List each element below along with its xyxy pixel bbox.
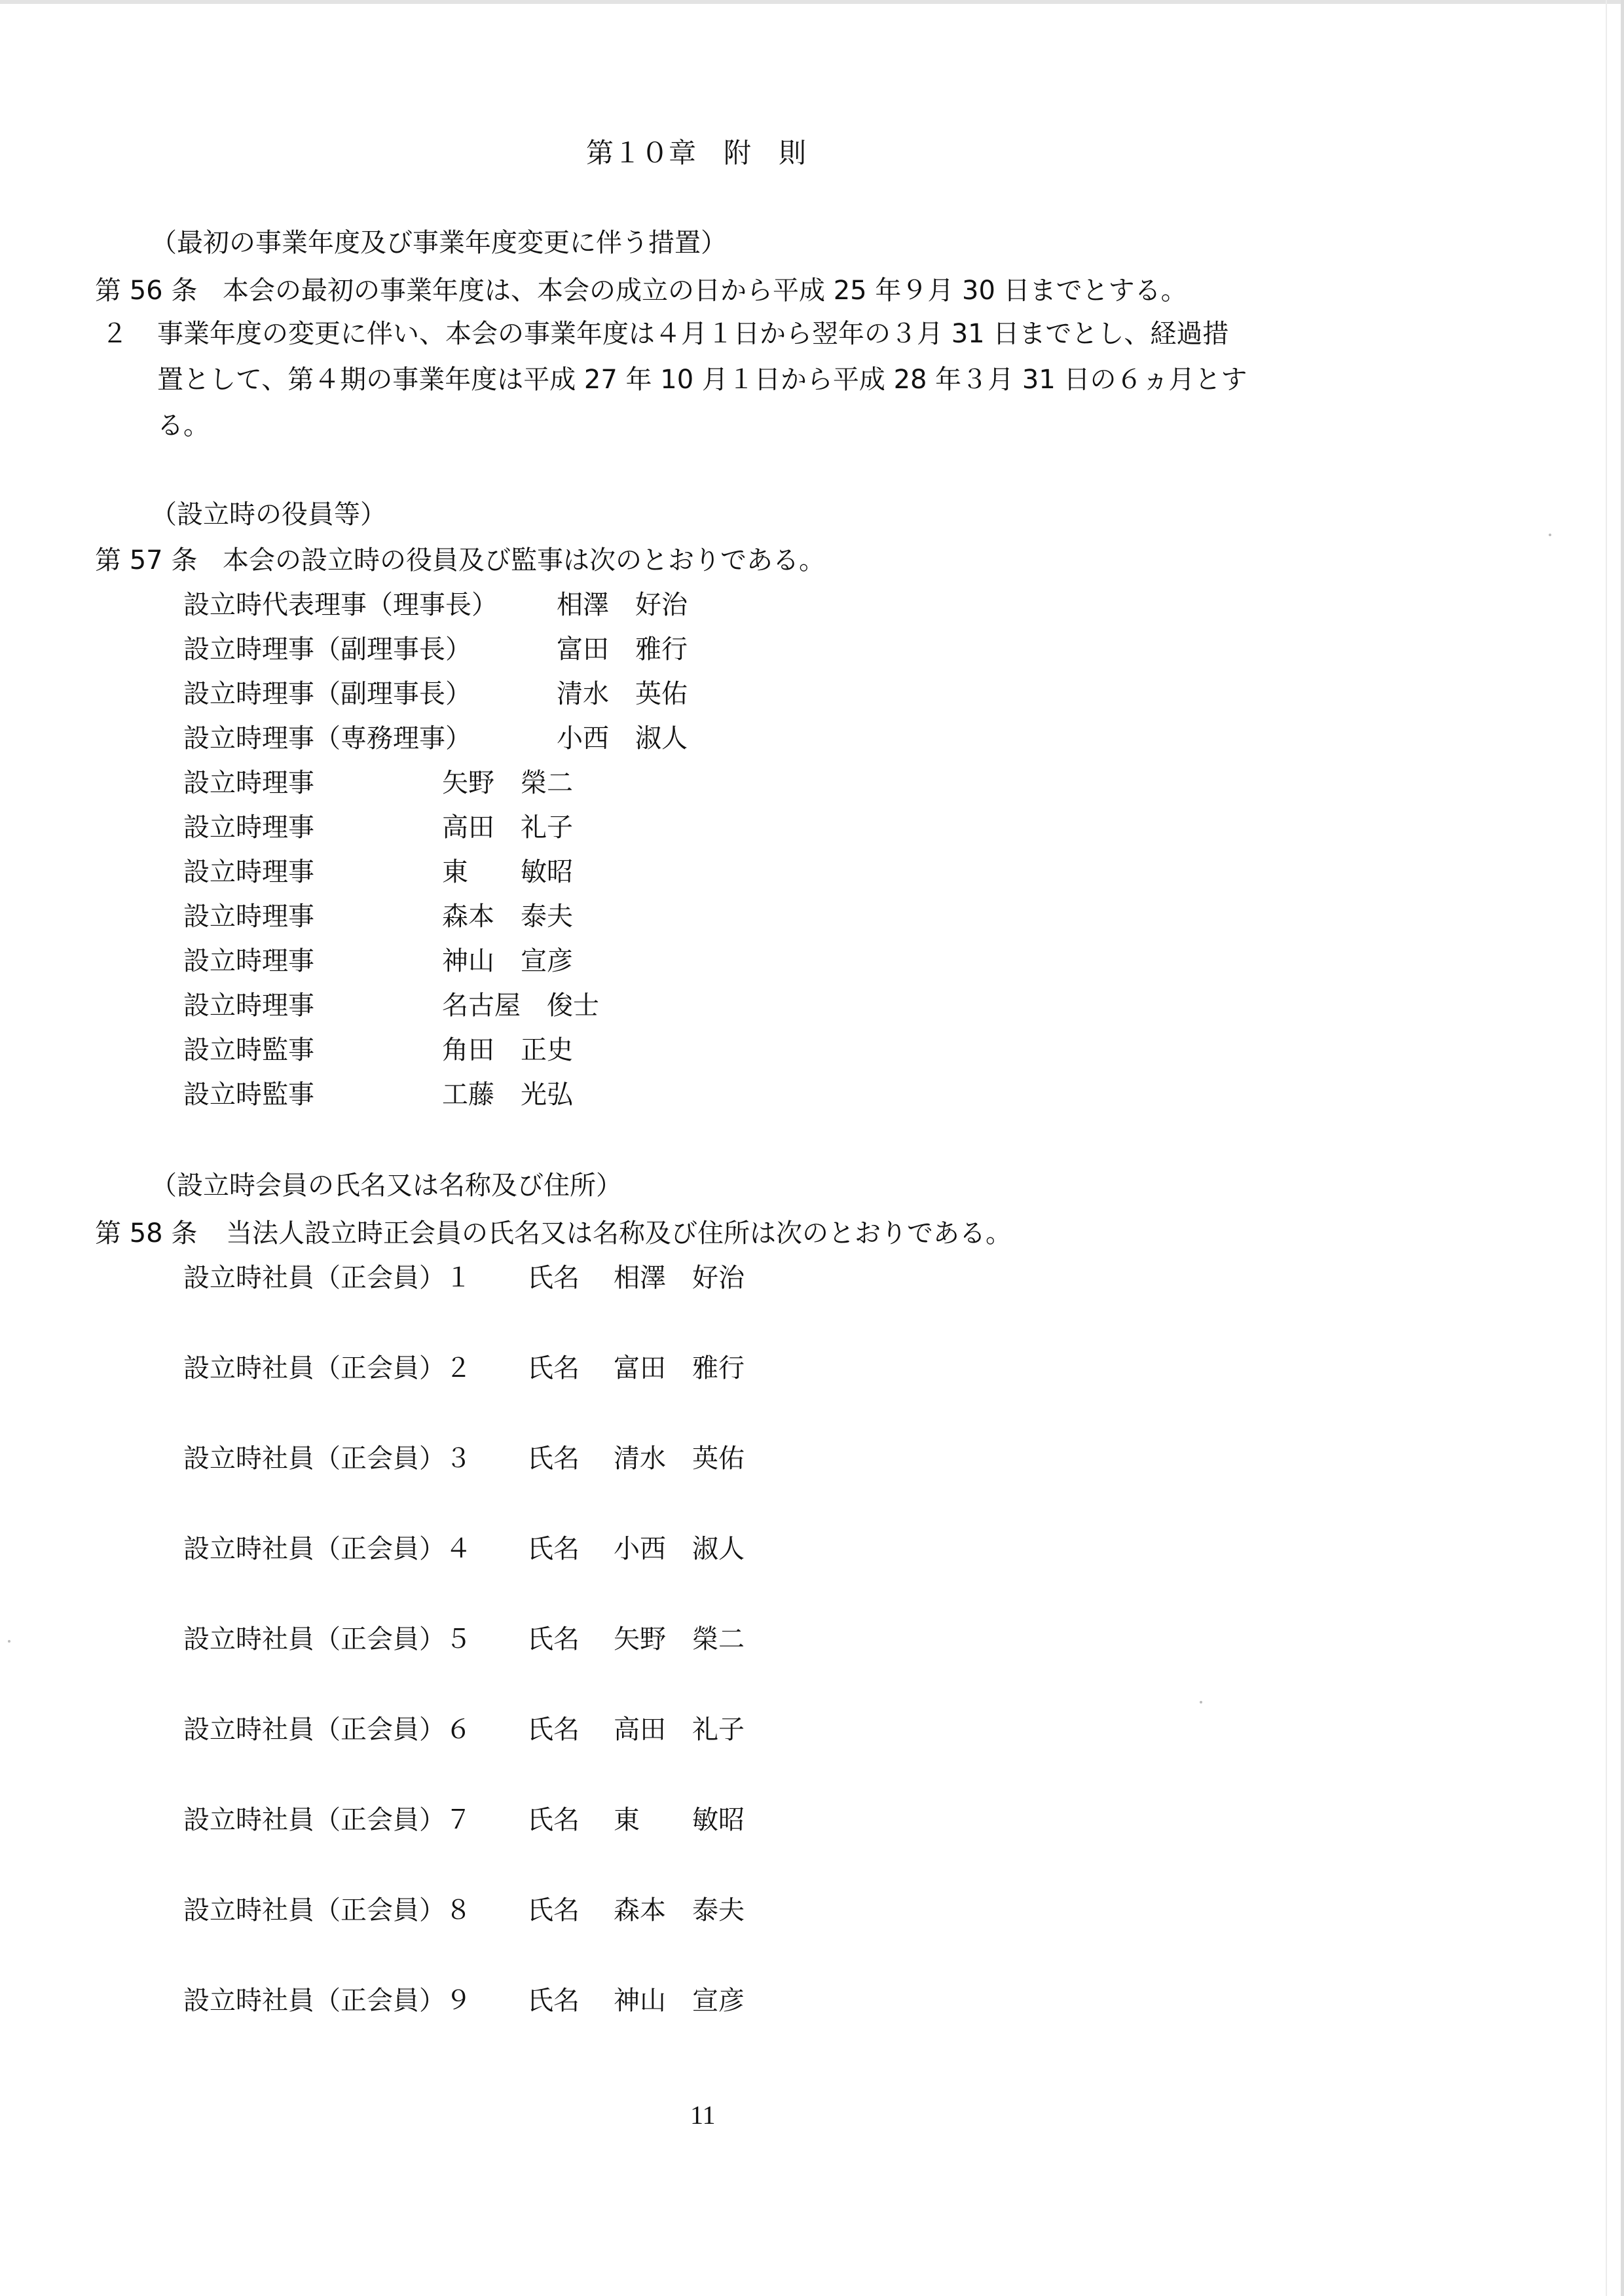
officer-role: 設立時監事 — [183, 1080, 314, 1110]
officer-name: 工藤 光弘 — [442, 1080, 573, 1110]
member-name: 高田 礼子 — [614, 1715, 745, 1745]
officer-name: 矢野 榮二 — [442, 768, 573, 798]
member-role: 設立時社員（正会員）１ — [183, 1263, 471, 1293]
article-58-number: 第 58 条 — [95, 1218, 198, 1248]
member-name-label: 氏名 — [527, 1534, 580, 1564]
officer-role: 設立時監事 — [183, 1035, 314, 1065]
officer-name: 角田 正史 — [442, 1035, 573, 1065]
article-57-number: 第 57 条 — [95, 545, 198, 575]
article-56-para2-line2: 置として、第４期の事業年度は平成 27 年 10 月１日から平成 28 年３月 31 日の６ヵ月とす — [157, 365, 1247, 395]
scan-speck — [1200, 1701, 1202, 1704]
article-56-number: 第 56 条 — [95, 276, 198, 306]
member-name: 富田 雅行 — [614, 1353, 745, 1383]
member-role: 設立時社員（正会員）８ — [183, 1895, 471, 1925]
member-name: 小西 淑人 — [614, 1534, 745, 1564]
member-name: 東 敏昭 — [614, 1805, 745, 1835]
officer-role: 設立時理事 — [183, 857, 314, 887]
member-name-label: 氏名 — [527, 1986, 580, 2016]
member-name-label: 氏名 — [527, 1805, 580, 1835]
member-role: 設立時社員（正会員）２ — [183, 1353, 471, 1383]
member-role: 設立時社員（正会員）９ — [183, 1986, 471, 2016]
scan-edge-right — [1621, 0, 1624, 2296]
member-name: 矢野 榮二 — [614, 1624, 745, 1654]
member-role: 設立時社員（正会員）４ — [183, 1534, 471, 1564]
member-role: 設立時社員（正会員）７ — [183, 1805, 471, 1835]
member-role: 設立時社員（正会員）６ — [183, 1715, 471, 1745]
officer-role: 設立時理事（副理事長） — [183, 679, 471, 709]
officer-name: 神山 宣彦 — [442, 946, 573, 976]
officer-name: 小西 淑人 — [557, 723, 688, 754]
member-name-label: 氏名 — [527, 1444, 580, 1474]
officer-role: 設立時理事（副理事長） — [183, 634, 471, 665]
article-56-text: 本会の最初の事業年度は、本会の成立の日から平成 25 年９月 30 日までとする。 — [223, 276, 1187, 306]
member-name: 神山 宣彦 — [614, 1986, 745, 2016]
scan-edge-right-inner — [1606, 0, 1607, 2296]
article-56-para2-line3: る。 — [157, 410, 210, 441]
article-57-heading: （設立時の役員等） — [151, 500, 386, 530]
officer-role: 設立時理事 — [183, 991, 314, 1021]
scan-edge-top — [0, 0, 1624, 4]
officer-role: 設立時理事 — [183, 946, 314, 976]
officer-name: 名古屋 俊士 — [442, 991, 599, 1021]
officer-name: 森本 泰夫 — [442, 902, 573, 932]
member-name: 相澤 好治 — [614, 1263, 745, 1293]
member-name-label: 氏名 — [527, 1353, 580, 1383]
chapter-title: 第１０章 附 則 — [586, 137, 807, 169]
member-role: 設立時社員（正会員）５ — [183, 1624, 471, 1654]
article-57-text: 本会の設立時の役員及び監事は次のとおりである。 — [223, 545, 825, 575]
officer-name: 富田 雅行 — [557, 634, 688, 665]
member-name-label: 氏名 — [527, 1624, 580, 1654]
officer-role: 設立時理事 — [183, 768, 314, 798]
officer-name: 清水 英佑 — [557, 679, 688, 709]
officer-role: 設立時理事 — [183, 812, 314, 843]
member-name: 清水 英佑 — [614, 1444, 745, 1474]
scan-speck — [1549, 534, 1551, 536]
officer-role: 設立時理事（専務理事） — [183, 723, 471, 754]
article-56-heading: （最初の事業年度及び事業年度変更に伴う措置） — [151, 228, 727, 258]
officer-name: 高田 礼子 — [442, 812, 573, 843]
article-58-text: 当法人設立時正会員の氏名又は名称及び住所は次のとおりである。 — [226, 1218, 1012, 1248]
member-name-label: 氏名 — [527, 1263, 580, 1293]
member-name-label: 氏名 — [527, 1895, 580, 1925]
member-role: 設立時社員（正会員）３ — [183, 1444, 471, 1474]
officer-role: 設立時理事 — [183, 902, 314, 932]
member-name: 森本 泰夫 — [614, 1895, 745, 1925]
article-56-para2-number: ２ — [101, 319, 128, 349]
officer-name: 東 敏昭 — [442, 857, 573, 887]
article-56-para2-line1: 事業年度の変更に伴い、本会の事業年度は４月１日から翌年の３月 31 日までとし、経過措 — [157, 319, 1229, 349]
page-number: 11 — [690, 2100, 716, 2130]
member-name-label: 氏名 — [527, 1715, 580, 1745]
officer-name: 相澤 好治 — [557, 590, 688, 620]
article-58-heading: （設立時会員の氏名又は名称及び住所） — [151, 1171, 622, 1201]
scan-speck — [8, 1640, 10, 1643]
officer-role: 設立時代表理事（理事長） — [183, 590, 498, 620]
